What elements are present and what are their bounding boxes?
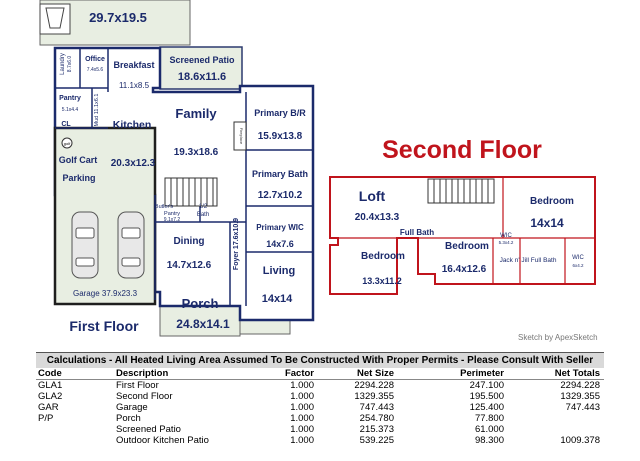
table-header-row xyxy=(36,368,604,380)
cell-perimeter: 77.800 xyxy=(474,413,504,424)
butlers-label: Butler's xyxy=(154,204,174,210)
butlers-pantry-size: 9.1x7.2 xyxy=(163,217,181,223)
cell-net-totals: 747.443 xyxy=(565,402,600,413)
family-label: Family xyxy=(175,106,217,121)
screened-patio-size: 18.6x11.6 xyxy=(177,71,227,83)
cell-factor: 1.000 xyxy=(290,424,314,435)
cell-description: Outdoor Kitchen Patio xyxy=(116,435,209,446)
cell-factor: 1.000 xyxy=(290,402,314,413)
loft-size: 20.4x13.3 xyxy=(354,212,400,223)
calculations-title: Calculations - All Heated Living Area Assumed To Be Constructed With Proper Permits - Please Consult With Seller xyxy=(36,353,604,368)
table-row xyxy=(36,380,604,391)
cell-description: First Floor xyxy=(116,380,159,391)
table-row xyxy=(36,435,604,446)
cell-factor: 1.000 xyxy=(290,391,314,402)
header-factor: Factor xyxy=(284,368,314,379)
bedroom-right-size: 14x14 xyxy=(530,216,564,230)
breakfast-label: Breakfast xyxy=(113,60,155,70)
office-size: 7.4x5.6 xyxy=(86,67,104,73)
header-net-size: Net Size xyxy=(357,368,394,379)
screened-patio-label: Screened Patio xyxy=(169,55,235,65)
cell-factor: 1.000 xyxy=(290,380,314,391)
sketch-credit: Sketch by ApexSketch xyxy=(518,333,598,342)
cell-net-totals: 1009.378 xyxy=(560,435,600,446)
cell-perimeter: 61.000 xyxy=(474,424,504,435)
mud-label: Mud 11.1x6.1 xyxy=(94,93,100,127)
cell-description: Porch xyxy=(116,413,141,424)
primary-wic-size: 14x7.6 xyxy=(266,239,294,249)
car-icon xyxy=(72,212,98,278)
cell-net-totals: 2294.228 xyxy=(560,380,600,391)
loft-label: Loft xyxy=(358,188,386,204)
cell-net-size: 747.443 xyxy=(359,402,394,413)
first-floor-title: First Floor xyxy=(69,318,139,334)
butlers-pantry-label: Pantry xyxy=(164,211,180,217)
porch-size: 24.8x14.1 xyxy=(176,317,230,331)
car-icon xyxy=(118,212,144,278)
wic-1-label: WIC xyxy=(500,233,512,239)
cell-net-size: 215.373 xyxy=(359,424,394,435)
garage-label: Garage 37.9x23.3 xyxy=(72,289,138,298)
cell-description: Screened Patio xyxy=(116,424,181,435)
table-row xyxy=(36,424,604,435)
cell-net-size: 2294.228 xyxy=(354,380,394,391)
full-bath-label: Full Bath xyxy=(399,228,435,237)
golf-cart-label: Golf Cart xyxy=(58,155,98,165)
cell-net-size: 254.780 xyxy=(359,413,394,424)
table-row xyxy=(36,413,604,424)
cell-perimeter: 247.100 xyxy=(469,380,504,391)
primary-wic-label: Primary WIC xyxy=(256,223,304,232)
cell-perimeter: 195.500 xyxy=(469,391,504,402)
cell-description: Second Floor xyxy=(116,391,173,402)
golf-icon-label: golf xyxy=(63,141,71,146)
outdoor-kitchen-patio-size: 29.7x19.5 xyxy=(89,10,147,25)
cell-code: GLA2 xyxy=(38,391,63,402)
bedroom-left-size: 13.3x11.2 xyxy=(362,276,402,286)
closet-label: CL xyxy=(61,121,71,128)
dining-label: Dining xyxy=(173,236,205,247)
cell-perimeter: 125.400 xyxy=(469,402,504,413)
calculations-table xyxy=(36,352,604,461)
kitchen-size: 20.3x12.3 xyxy=(110,158,156,169)
bedroom-left-label: Bedroom xyxy=(361,251,405,262)
wic-2-label: WIC xyxy=(572,255,584,261)
breakfast-size: 11.1x8.5 xyxy=(118,81,150,90)
cell-factor: 1.000 xyxy=(290,413,314,424)
primary-bath-label: Primary Bath xyxy=(251,169,309,179)
bedroom-right-label: Bedroom xyxy=(530,196,574,207)
primary-br-label: Primary B/R xyxy=(254,108,306,118)
header-code: Code xyxy=(38,368,62,379)
laundry-label: Laundry xyxy=(60,53,66,75)
foyer-label: Foyer 17.6x10.9 xyxy=(233,217,240,271)
family-size: 19.3x18.6 xyxy=(173,147,219,158)
pantry-size: 5.1x4.4 xyxy=(61,107,79,113)
first-floor-stairs xyxy=(165,178,217,206)
laundry-size: 8.7x6.0 xyxy=(67,55,73,73)
jack-jill-bath-label: Jack n' Jill Full Bath xyxy=(499,257,557,264)
cell-perimeter: 98.300 xyxy=(474,435,504,446)
half-bath-label-2: Bath xyxy=(196,212,210,218)
second-floor-title: Second Floor xyxy=(382,136,542,164)
primary-br-size: 15.9x13.8 xyxy=(257,131,303,142)
table-row xyxy=(36,391,604,402)
living-size: 14x14 xyxy=(261,293,293,305)
living-label: Living xyxy=(262,265,296,277)
half-bath-label: 1/2 xyxy=(198,204,208,210)
cell-net-size: 1329.355 xyxy=(354,391,394,402)
porch-label: Porch xyxy=(181,296,219,311)
kitchen-label: Kitchen xyxy=(112,119,152,131)
cell-net-totals: 1329.355 xyxy=(560,391,600,402)
cell-factor: 1.000 xyxy=(290,435,314,446)
table-row xyxy=(36,402,604,413)
primary-bath-size: 12.7x10.2 xyxy=(257,190,303,201)
pantry-label: Pantry xyxy=(59,95,81,102)
bedroom-middle-label: Bedroom xyxy=(445,241,489,252)
header-description: Description xyxy=(116,368,169,379)
cell-code: P/P xyxy=(38,413,54,424)
header-perimeter: Perimeter xyxy=(460,368,504,379)
cell-net-size: 539.225 xyxy=(359,435,394,446)
cell-description: Garage xyxy=(116,402,148,413)
header-net-totals: Net Totals xyxy=(554,368,600,379)
cell-code: GAR xyxy=(38,402,59,413)
bedroom-middle-size: 16.4x12.6 xyxy=(441,264,487,275)
fireplace-label: Fireplace xyxy=(239,127,244,145)
cell-code: GLA1 xyxy=(38,380,63,391)
parking-label: Parking xyxy=(62,173,96,183)
dining-size: 14.7x12.6 xyxy=(166,260,212,271)
office-label: Office xyxy=(85,56,105,63)
wic-1-size: 5.3x4.2 xyxy=(498,240,514,245)
wic-2-size: 6x4.2 xyxy=(572,263,584,268)
second-floor-stairs xyxy=(428,179,494,203)
